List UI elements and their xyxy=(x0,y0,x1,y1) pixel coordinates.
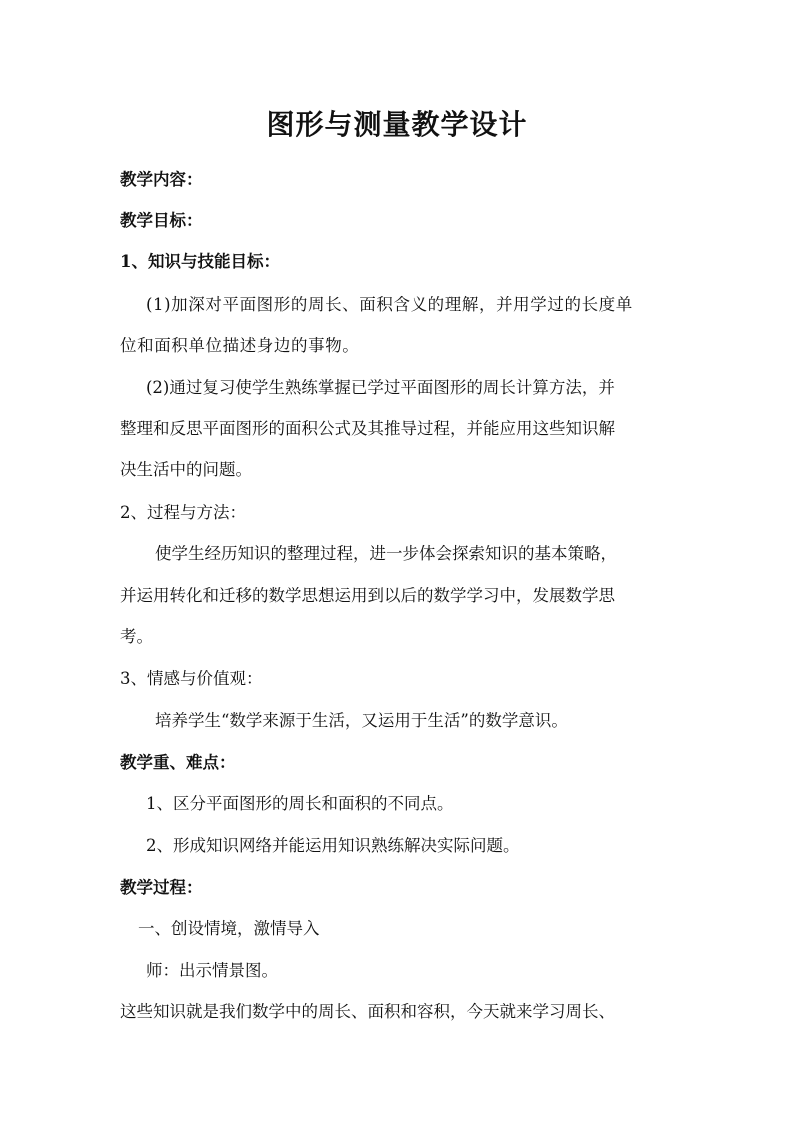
list-item: 2、形成知识网络并能运用知识熟练解决实际问题。 xyxy=(146,836,520,855)
list-item: 1、区分平面图形的周长和面积的不同点。 xyxy=(146,794,454,813)
paragraph-line: 这些知识就是我们数学中的周长、面积和容积，今天就来学习周长、 xyxy=(120,1002,615,1021)
paragraph-line: 考。 xyxy=(120,627,153,646)
paragraph-line: (1)加深对平面图形的周长、面积含义的理解，并用学过的长度单 xyxy=(146,295,633,314)
paragraph-line: (2)通过复习使学生熟练掌握已学过平面图形的周长计算方法，并 xyxy=(146,378,615,397)
paragraph-line: 位和面积单位描述身边的事物。 xyxy=(120,336,360,355)
heading-teaching-objectives: 教学目标： xyxy=(120,211,203,230)
section-heading: 一、创设情境，激情导入 xyxy=(138,919,320,938)
paragraph-line: 决生活中的问题。 xyxy=(120,460,252,479)
heading-key-points: 教学重、难点： xyxy=(120,753,236,772)
heading-emotion-values: 3、情感与价值观： xyxy=(120,669,263,688)
paragraph-line: 并运用转化和迁移的数学思想运用到以后的数学学习中，发展数学思 xyxy=(120,586,615,605)
paragraph-line: 培养学生“数学来源于生活，又运用于生活”的数学意识。 xyxy=(155,711,568,730)
document-title: 图形与测量教学设计 xyxy=(266,108,528,141)
heading-teaching-content: 教学内容： xyxy=(120,170,203,189)
heading-teaching-process: 教学过程： xyxy=(120,878,203,897)
paragraph-line: 整理和反思平面图形的面积公式及其推导过程，并能应用这些知识解 xyxy=(120,419,615,438)
heading-process-method: 2、过程与方法： xyxy=(120,503,246,522)
paragraph-line: 师：出示情景图。 xyxy=(146,961,278,980)
heading-knowledge-skills: 1、知识与技能目标： xyxy=(120,252,280,271)
paragraph-line: 使学生经历知识的整理过程，进一步体会探索知识的基本策略， xyxy=(155,544,617,563)
